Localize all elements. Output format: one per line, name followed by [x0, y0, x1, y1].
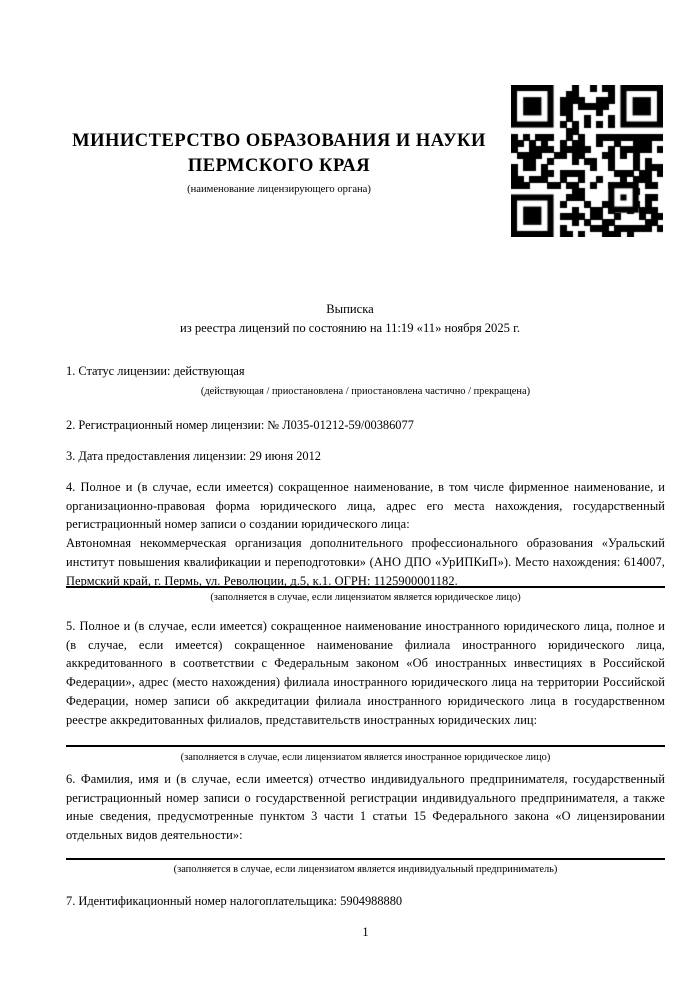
document-title: [0, 300, 700, 337]
entrepreneur-divider: [66, 858, 665, 860]
qr-code: [511, 85, 663, 237]
license-status-line: 1. Статус лицензии: действующая: [66, 364, 245, 378]
title-line1: Выписка: [326, 302, 374, 316]
ministry-header: [40, 129, 518, 197]
license-status-note: (действующая / приостановлена / приостановлена частично / прекращена): [200, 386, 531, 397]
entrepreneur-note: (заполняется в случае, если лицензиатом является индивидуальный предприниматель): [173, 864, 558, 875]
legal-entity-value: Автономная некоммерческая организация дополнительного профессионального образования «Уральский институт повышения квалификации и переподготовки» (АНО ДПО «УрИПКиП»). Место нахождения: 614007, Пермский край, г. Пермь, ул. Революции, д.5, к.1. ОГРН: 1125900001182.: [66, 536, 665, 588]
foreign-entity-note: (заполняется в случае, если лицензиатом является иностранное юридическое лицо): [180, 752, 551, 763]
legal-entity-section: [66, 478, 665, 590]
foreign-entity-label: 5. Полное и (в случае, если имеется) сокращенное наименование иностранного юридического лица, полное и (в случае, если имеется) сокращенное наименование филиала иностранного юридического лица, аккредитованного в соответствии с Федеральным законом «Об иностранных инвестициях в Российской Федерации», адрес (место нахождения) филиала иностранного юридического лица на территории Российской Федерации, номер записи об аккредитации филиала иностранного юридического лица в государственном реестре аккредитованных филиалов, представительств иностранных юридических лиц:: [66, 619, 665, 727]
grant-date-line: 3. Дата предоставления лицензии: 29 июня 2012: [66, 449, 322, 463]
legal-entity-divider: [66, 586, 665, 588]
ministry-name-line1: МИНИСТЕРСТВО ОБРАЗОВАНИЯ И НАУКИ: [72, 131, 486, 151]
title-line2: из реестра лицензий по состоянию на 11:19 «11» ноября 2025 г.: [179, 320, 520, 335]
legal-entity-note: (заполняется в случае, если лицензиатом является юридическое лицо): [210, 592, 521, 603]
ministry-caption: (наименование лицензирующего органа): [187, 184, 371, 195]
entrepreneur-label: 6. Фамилия, имя и (в случае, если имеется) отчество индивидуального предпринимателя, государственный регистрационный номер записи о государственной регистрации индивидуального предпринимателя, а также иные сведения, предусмотренные пунктом 3 части 1 статьи 15 Федерального закона «О лицензировании отдельных видов деятельности»:: [66, 772, 665, 843]
legal-entity-label: 4. Полное и (в случае, если имеется) сокращенное наименование, в том числе фирменное наименование, и организационно-правовая форма юридического лица, адрес его места нахождения, государственный регистрационный номер записи о создании юридического лица:: [66, 480, 665, 532]
taxpayer-id-line: 7. Идентификационный номер налогоплательщика: 5904988880: [66, 894, 403, 908]
foreign-entity-divider: [66, 745, 665, 747]
ministry-name-line2: ПЕРМСКОГО КРАЯ: [187, 156, 371, 176]
page-number: 1: [362, 925, 369, 939]
registration-number-line: 2. Регистрационный номер лицензии: № Л035-01212-59/00386077: [66, 418, 414, 432]
